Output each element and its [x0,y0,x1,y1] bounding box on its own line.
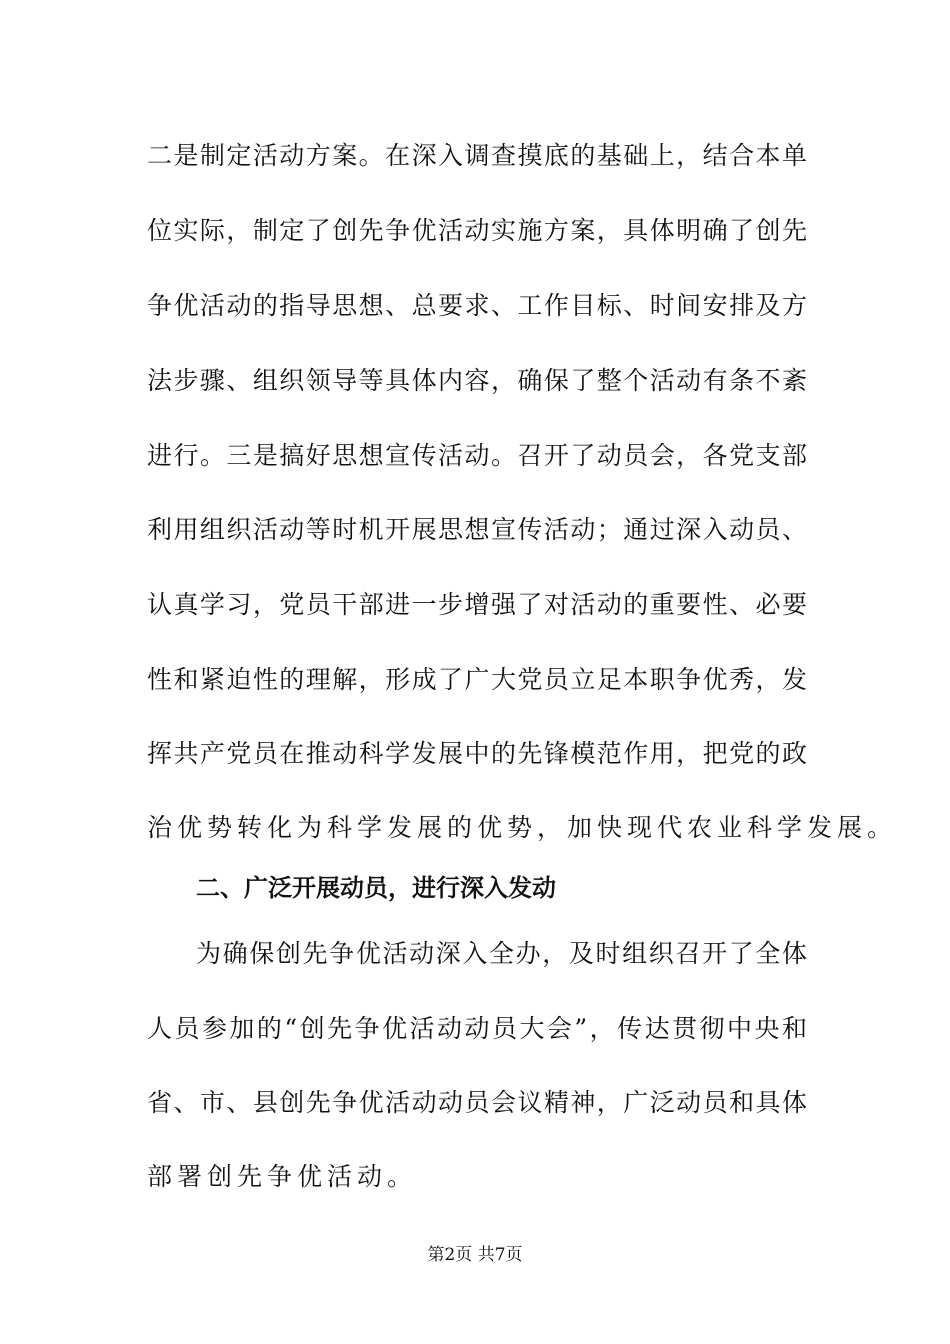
paragraph-line: 为确保创先争优活动深入全办，及时组织召开了全体 [196,939,807,968]
paragraph-line: 性和紧迫性的理解，形成了广大党员立足本职争优秀，发 [147,665,807,694]
paragraph-line: 省、市、县创先争优活动动员会议精神，广泛动员和具体 [147,1088,807,1117]
paragraph-line: 二是制定活动方案。在深入调查摸底的基础上，结合本单 [147,141,807,170]
paragraph-line: 认真学习，党员干部进一步增强了对活动的重要性、必要 [147,590,807,619]
page-number-footer: 第2页 共7页 [427,1245,523,1265]
section-heading: 二、广泛开展动员，进行深入发动 [196,874,556,902]
paragraph-line: 法步骤、组织领导等具体内容，确保了整个活动有条不紊 [147,366,807,395]
paragraph-line: 进行。三是搞好思想宣传活动。召开了动员会，各党支部 [147,441,807,470]
paragraph-line: 挥共产党员在推动科学发展中的先锋模范作用，把党的政 [147,739,807,768]
paragraph-line: 治优势转化为科学发展的优势，加快现代农业科学发展。 [147,813,898,842]
paragraph-line: 争优活动的指导思想、总要求、工作目标、时间安排及方 [147,291,807,320]
paragraph-line: 部署创先争优活动。 [147,1162,418,1191]
paragraph-line: 利用组织活动等时机开展思想宣传活动；通过深入动员、 [147,515,807,544]
paragraph-line: 位实际，制定了创先争优活动实施方案，具体明确了创先 [147,216,807,245]
paragraph-line: 人员参加的“创先争优活动动员大会”，传达贯彻中央和 [147,1014,807,1043]
